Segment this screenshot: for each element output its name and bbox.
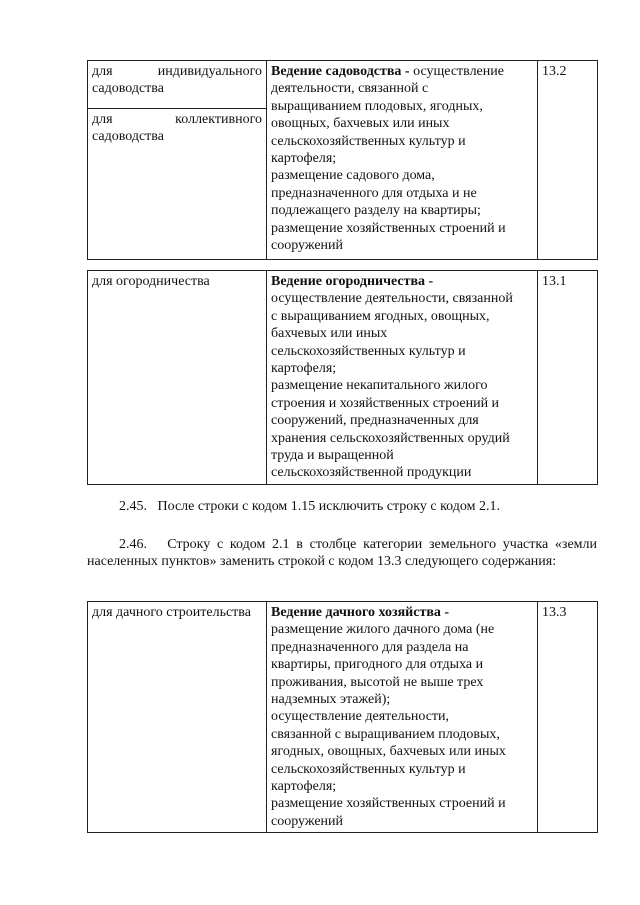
paragraph-text: Строку с кодом 2.1 в столбце категории земельного участка «земли населенных пунктов» заменить строкой с кодом 13.3 следующего содержания: (87, 537, 598, 570)
table-dacha (87, 601, 598, 833)
description-line: размещение жилого дачного дома (не (271, 622, 495, 638)
paragraph-2-45 (87, 498, 597, 515)
description-line: картофеля; (271, 151, 337, 167)
table-row (88, 61, 598, 109)
description-line: бахчевых или иных (271, 326, 388, 342)
description-line: размещение садового дома, (271, 168, 435, 184)
table-gardening (87, 270, 598, 485)
description-line: осуществление деятельности, (271, 709, 450, 725)
description-line: связанной с выращиванием плодовых, (271, 726, 500, 742)
paragraph-number: 2.45. (119, 499, 147, 514)
table-row (88, 602, 598, 833)
land-use-name-cell: для огородничества (88, 271, 267, 485)
activity-title: Ведение садоводства - (271, 64, 410, 79)
description-line: картофеля; (271, 779, 337, 795)
land-use-name-cell: для дачного строительства (88, 602, 267, 833)
description-line: сельскохозяйственных культур и (271, 343, 466, 359)
paragraph-number: 2.46. (119, 537, 147, 552)
description-line: подлежащего разделу на квартиры; (271, 203, 481, 219)
land-use-name-cont: садоводства (92, 81, 164, 97)
description-line: надземных этажей); (271, 692, 391, 708)
description-line: размещение некапитального жилого (271, 378, 488, 394)
description-line: сооружений (271, 813, 344, 829)
description-line: осуществление деятельности, связанной (271, 291, 513, 307)
description-line: с выращиванием ягодных, овощных, (271, 308, 490, 324)
land-use-collective-cell (88, 109, 267, 260)
description-line: осуществление (409, 64, 504, 79)
land-use-name: для индивидуального (92, 64, 262, 79)
description-line: сельскохозяйственных культур и (271, 133, 466, 149)
description-line: проживания, высотой не выше трех (271, 674, 484, 690)
table-horticulture (87, 60, 598, 260)
description-line: деятельности, связанной с (271, 81, 429, 97)
code-cell: 13.2 (538, 61, 598, 260)
land-use-name-cont: садоводства (92, 129, 164, 145)
activity-title: Ведение огородничества - (271, 274, 434, 289)
paragraph-2-46 (87, 536, 597, 571)
description-line: труда и выращенной (271, 448, 394, 464)
description-line: ягодных, овощных, бахчевых или иных (271, 744, 506, 760)
table-row (88, 271, 598, 485)
description-line: предназначенного для отдыха и не (271, 185, 477, 201)
land-use-name: для коллективного (92, 112, 262, 127)
paragraph-text: После строки с кодом 1.15 исключить строку с кодом 2.1. (157, 499, 500, 514)
description-line: сельскохозяйственной продукции (271, 465, 472, 481)
description-line: овощных, бахчевых или иных (271, 116, 450, 132)
description-line: строения и хозяйственных строений и (271, 395, 500, 411)
description-line: предназначенного для раздела на (271, 639, 469, 655)
description-line: сельскохозяйственных культур и (271, 761, 466, 777)
land-use-individual-cell (88, 61, 267, 109)
description-line: картофеля; (271, 361, 337, 377)
description-line: размещение хозяйственных строений и (271, 220, 506, 236)
code-cell: 13.1 (538, 271, 598, 485)
description-line: хранения сельскохозяйственных орудий (271, 430, 510, 446)
description-cell (267, 61, 538, 260)
description-line: сооружений, предназначенных для (271, 413, 479, 429)
description-line: квартиры, пригодного для отдыха и (271, 657, 484, 673)
description-cell (267, 271, 538, 485)
description-line: выращиванием плодовых, ягодных, (271, 98, 483, 114)
activity-title: Ведение дачного хозяйства - (271, 605, 450, 620)
description-cell (267, 602, 538, 833)
description-line: размещение хозяйственных строений и (271, 796, 506, 812)
description-line: сооружений (271, 238, 344, 254)
code-cell: 13.3 (538, 602, 598, 833)
